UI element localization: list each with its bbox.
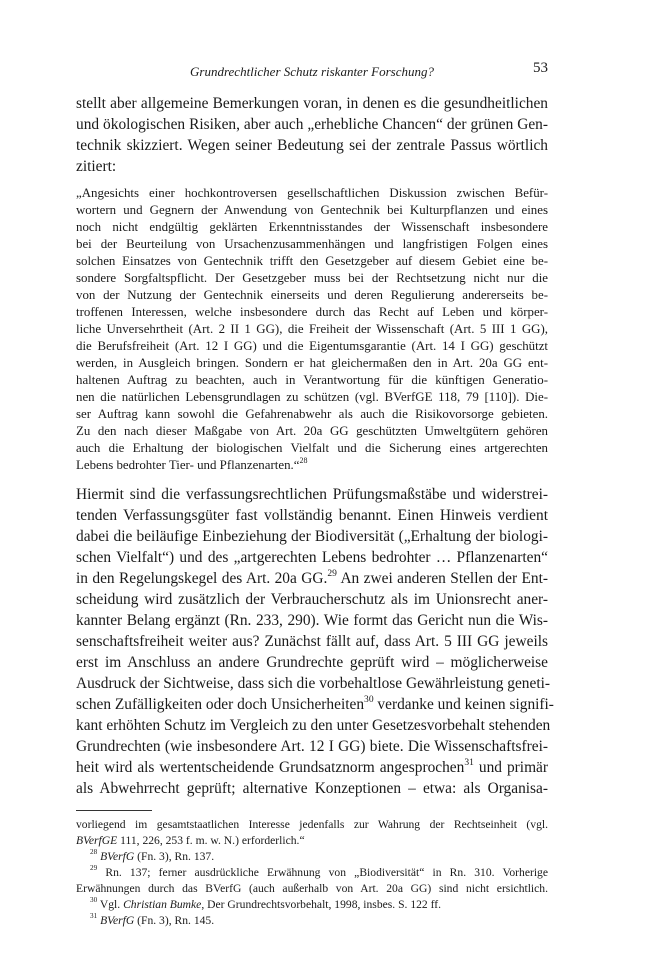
quote-line: troffenen Interessen, welche insbesondere durch das Recht auf Leben und körper- <box>76 305 548 319</box>
body-line <box>76 567 548 588</box>
footnote-separator <box>76 810 152 811</box>
quote-line: „Angesichts einer hochkontroversen gesellschaftlichen Diskussion zwischen Befür- <box>76 186 548 200</box>
body-line: Hiermit sind die verfassungsrechtlichen Prüfungsmaßstäbe und widerstrei- <box>76 486 548 503</box>
body-line: Ausdruck der Sichtweise, dass sich die vorbehaltlose Gewährleistung geneti- <box>76 675 550 692</box>
intro-line: technik skizziert. Wegen seiner Bedeutung sei der zentrale Passus wörtlich <box>76 137 548 154</box>
body-line: schen Vielfalt“) und des „artgerechten Lebens bedrohter … Pflanzenarten“ <box>76 549 548 566</box>
quote-line: noch nicht endgültig geklärten Erkenntnisstandes der Wissenschaft insbesondere <box>76 220 548 234</box>
quote-line: solchen Einsatzes von Gentechnik trifft den Gesetzgeber auf diesem Gebiet eine be- <box>76 254 548 268</box>
intro-line: und ökologischen Risiken, aber auch „erhebliche Chancen“ der grünen Gen- <box>76 116 548 133</box>
citation-italic: BVerfGE <box>76 834 118 847</box>
citation-italic: BVerfG <box>100 850 135 863</box>
body-text: verdanke und keinen signifi- <box>373 696 554 713</box>
intro-line: zitiert: <box>76 158 117 175</box>
quote-line: ser Auftrag kann sowohl die Gefahrenabwehr als auch die Risikovorsorge gebieten. <box>76 407 548 421</box>
footnote-marker-28: 28 <box>299 455 308 465</box>
author-italic: Christian Bumke <box>123 898 202 911</box>
quote-line: Lebens bedrohter Tier- und Pflanzenarten.“ <box>76 458 300 472</box>
footnote-29 <box>90 866 548 879</box>
body-line <box>76 756 548 777</box>
quote-line: wortern und Gegnern der Anwendung von Gentechnik bei Kulturpflanzen und eines <box>76 203 548 217</box>
footnote-31 <box>90 914 548 927</box>
footnote-number: 28 <box>90 848 98 857</box>
quote-line: sondere Sorgfaltspflicht. Der Gesetzgeber muss bei der Rechtsetzung nicht nur die <box>76 271 548 285</box>
body-line: Grundrechten (wie insbesondere Art. 12 I GG) biete. Die Wissenschaftsfrei- <box>76 738 548 755</box>
quote-line: haltenen Auftrag zu beachten, auch in Verantwortung für die künftigen Generatio- <box>76 373 548 387</box>
body-line: kant erhöhten Schutz im Vergleich zu den unter Gesetzesvorbehalt stehenden <box>76 717 551 734</box>
footnote-marker-31: 31 <box>464 756 474 768</box>
page-number: 53 <box>533 60 548 76</box>
intro-line: stellt aber allgemeine Bemerkungen voran, in denen es die gesundheitlichen <box>76 95 548 112</box>
quote-line: Zu den nach dieser Maßgabe von Art. 20a GG geschützten Umweltgütern gehören <box>76 424 548 438</box>
quote-line: bei der Beurteilung von Ursachenzusammenhängen und langfristigen Folgen eines <box>76 237 548 251</box>
body-text: schen Zufälligkeiten oder doch Unsicherheiten <box>76 696 365 713</box>
citation-italic: BVerfG <box>100 914 135 927</box>
footnote-text: (Fn. 3), Rn. 145. <box>134 914 215 927</box>
footnote-marker-29: 29 <box>327 567 337 579</box>
quote-line: die Berufsfreiheit (Art. 12 I GG) und die Eigentumsgarantie (Art. 14 I GG) geschützt <box>76 339 548 353</box>
body-line: als Abwehrrecht geprüft; alternative Konzeptionen – etwa: als Organisa- <box>76 780 548 797</box>
footnote-number: 30 <box>90 896 98 905</box>
quote-line: liche Unversehrtheit (Art. 2 II 1 GG), die Freiheit der Wissenschaft (Art. 5 III 1 GG), <box>76 322 548 336</box>
body-line: erst im Anschluss an andere Grundrechte geprüft wird – möglicherweise <box>76 654 548 671</box>
footnote-text: , Der Grundrechtsvorbehalt, 1998, insbes. S. 122 ff. <box>201 898 442 911</box>
footnote-text: Rn. 137; ferner ausdrückliche Erwähnung von „Biodiversität“ in Rn. 310. Vorherige <box>97 866 548 879</box>
quote-line: werden, in Ausgleich bringen. Sondern er hat gleichermaßen den in Art. 20a GG ent- <box>76 356 548 370</box>
footnote-text: (Fn. 3), Rn. 137. <box>134 850 215 863</box>
footnote-text: 111, 226, 253 f. m. w. N.) erforderlich.“ <box>117 834 305 847</box>
footnote-number: 31 <box>90 912 98 921</box>
body-line: kannter Belang ergänzt (Rn. 233, 290). Wie formt das Gericht nun die Wis- <box>76 612 548 629</box>
footnote-text: Vgl. <box>97 898 124 911</box>
body-line: senschaftsfreiheit weiter aus? Zunächst fällt auf, dass Art. 5 III GG jeweils <box>76 633 548 650</box>
footnote-30 <box>90 898 548 911</box>
footnote-number: 29 <box>90 864 98 873</box>
body-text: in den Regelungskegel des Art. 20a GG. <box>76 570 328 587</box>
body-line: tenden Verfassungsgüter fast vollständig benannt. Einen Hinweis verdient <box>76 507 548 524</box>
quote-line: auch die Erhaltung der biologischen Vielfalt und die Sicherung eines artgerechten <box>76 441 548 455</box>
body-text: An zwei anderen Stellen der Ent- <box>336 570 548 587</box>
footnote-continuation <box>76 834 548 847</box>
body-text: heit wird als wertentscheidende Grundsatznorm angesprochen <box>76 759 465 776</box>
body-line: scheidung wird zusätzlich der Verbraucherschutz als im Unionsrecht aner- <box>76 591 548 608</box>
footnote-continuation: vorliegend im gesamtstaatlichen Interesse jedenfalls zur Wahrung der Rechtseinheit (vgl. <box>76 818 548 831</box>
body-line <box>76 693 554 714</box>
quote-line: von der Nutzung der Gentechnik einerseits und deren Regulierung andererseits be- <box>76 288 548 302</box>
body-line: dabei die beiläufige Einbeziehung der Biodiversität („Erhaltung der biologi- <box>76 528 548 545</box>
quote-last-line <box>76 455 548 473</box>
body-text: und primär <box>473 759 548 776</box>
running-head: Grundrechtlicher Schutz riskanter Forschung? <box>190 64 434 79</box>
footnote-28 <box>90 850 548 863</box>
footnote-29-line-2: Erwähnungen durch das BVerfG (auch außerhalb von Art. 20a GG) sind nicht ersichtlich. <box>76 882 548 895</box>
footnote-marker-30: 30 <box>364 693 374 705</box>
quote-line: nen die natürlichen Lebensgrundlagen zu schützen (vgl. BVerfGE 118, 79 [110]). Die- <box>76 390 548 404</box>
